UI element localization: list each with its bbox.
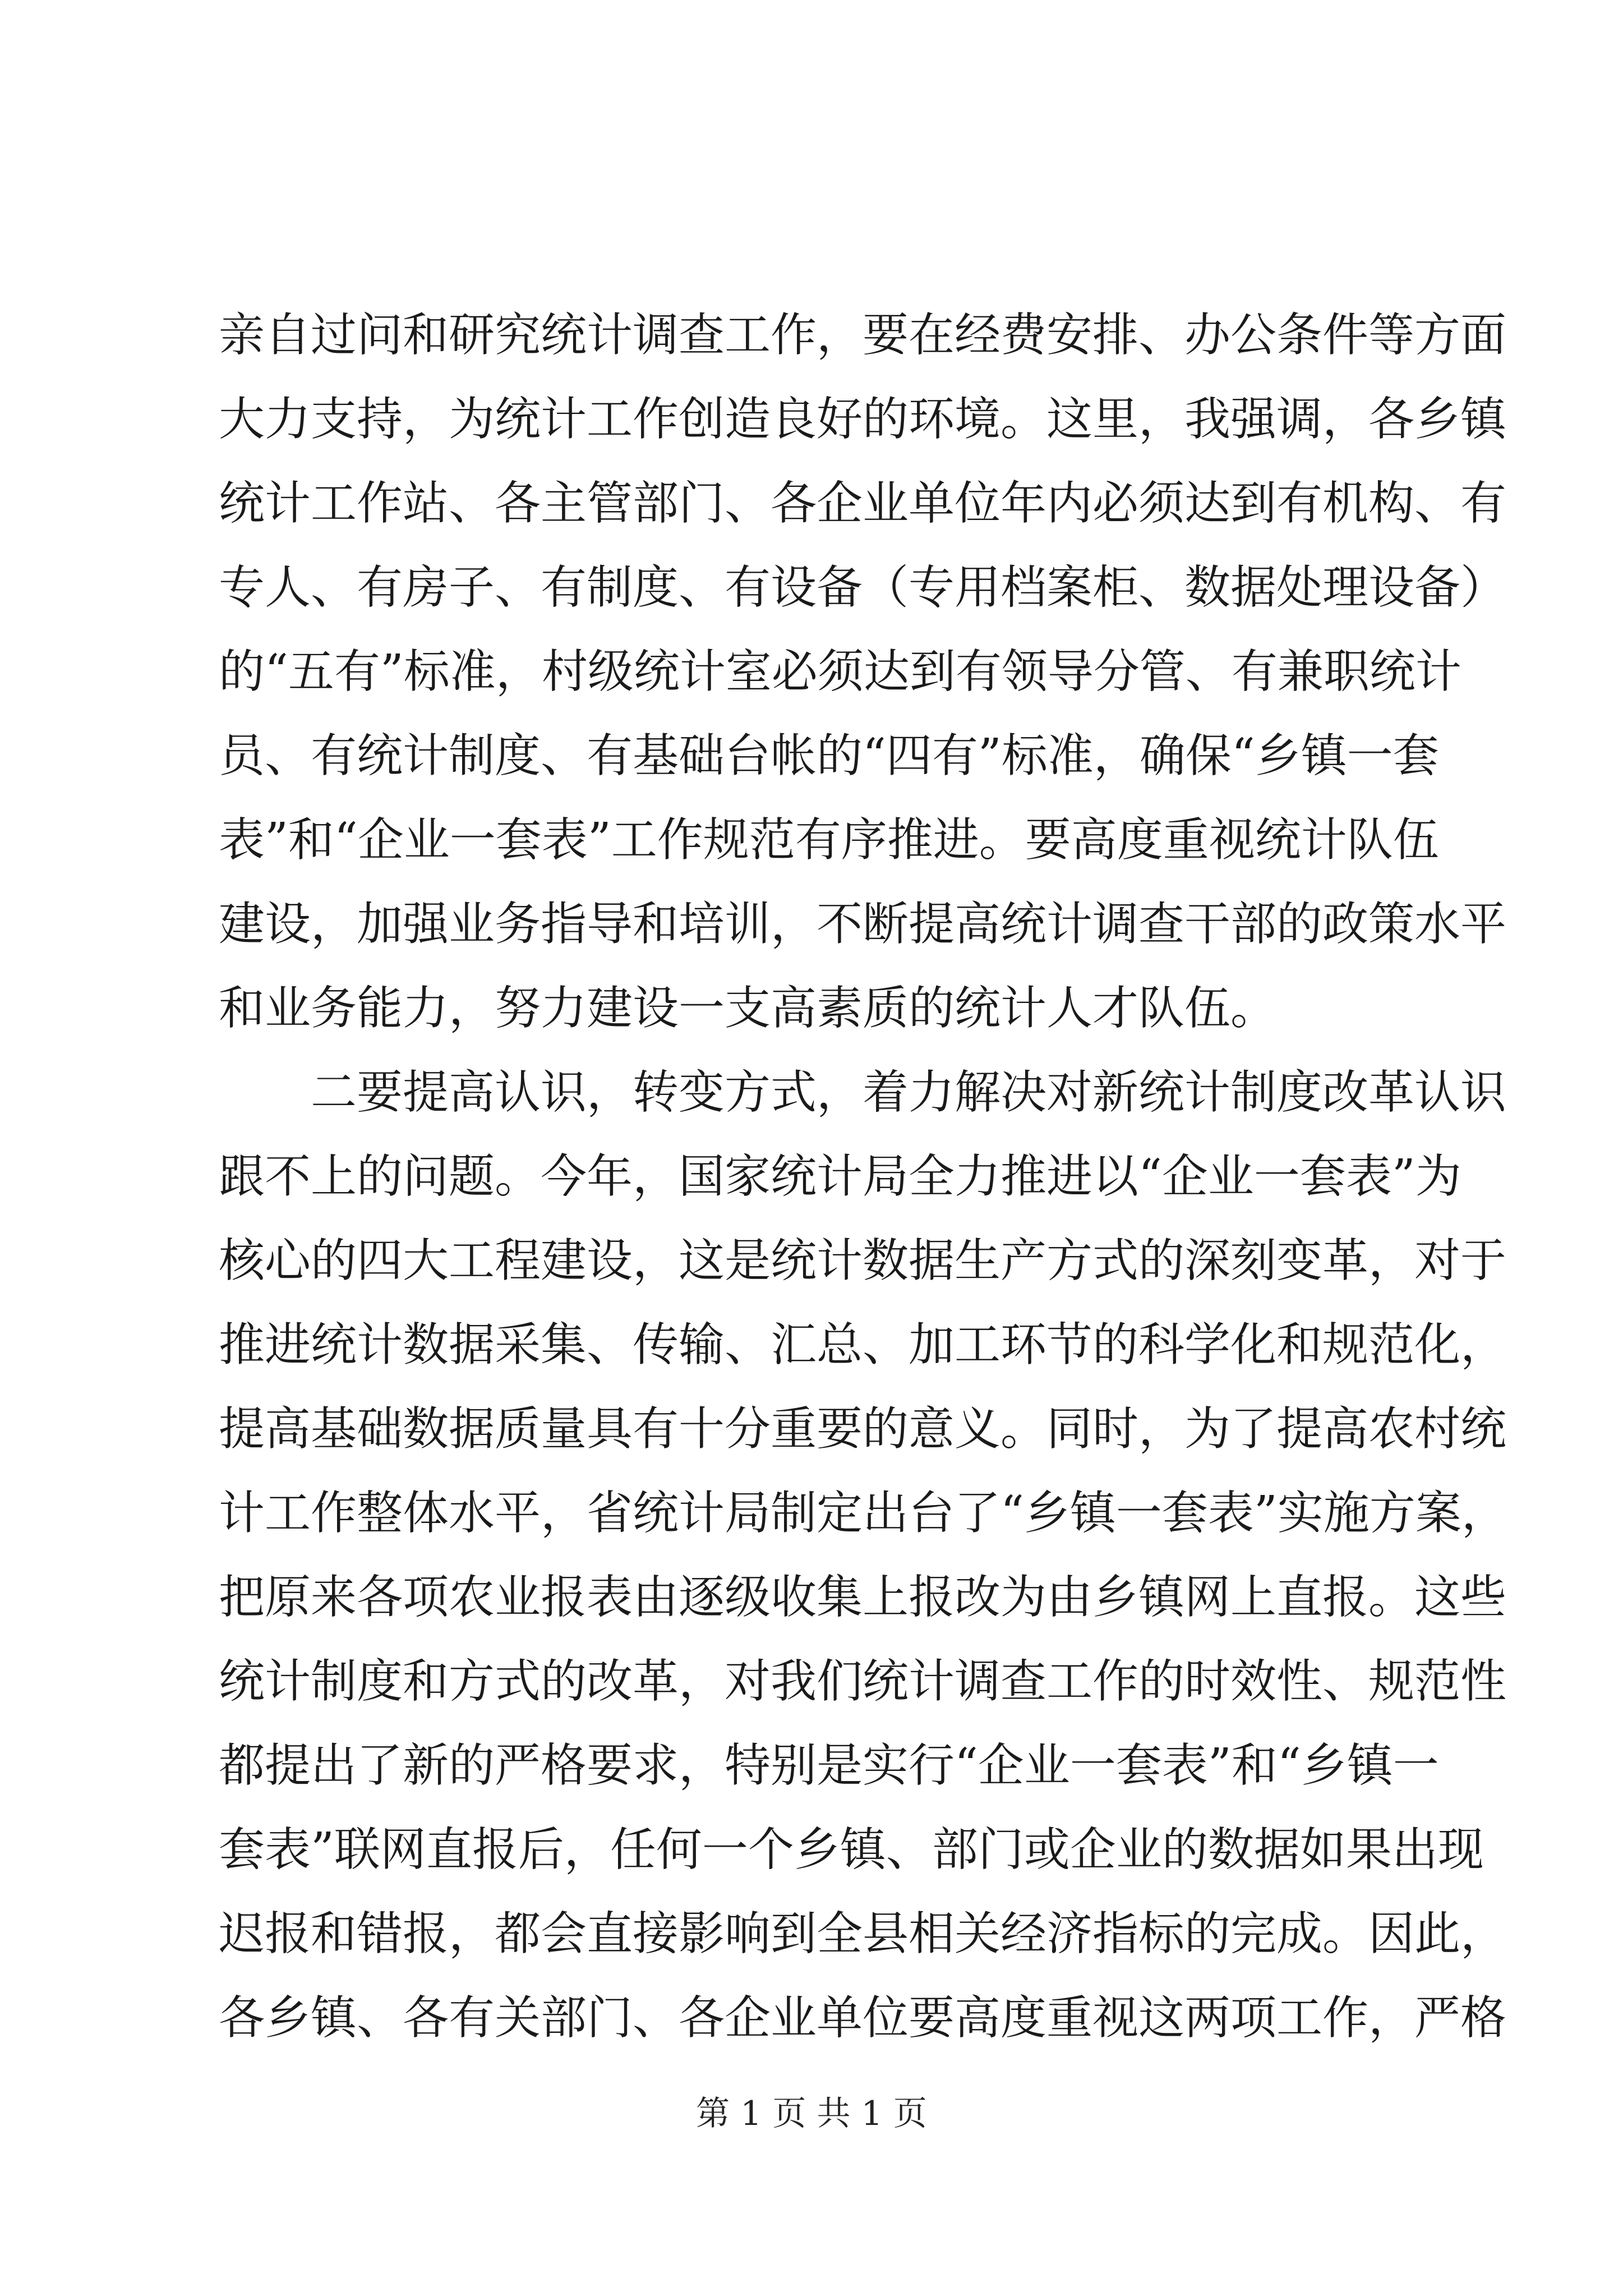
- text-line: 表”和“企业一套表”工作规范有序推进。要高度重视统计队伍: [219, 813, 1439, 867]
- text-line: 推进统计数据采集、传输、汇总、加工环节的科学化和规范化，: [219, 1318, 1507, 1372]
- text-line: 套表”联网直报后，任何一个乡镇、部门或企业的数据如果出现: [219, 1823, 1484, 1876]
- text-line: 员、有统计制度、有基础台帐的“四有”标准，确保“乡镇一套: [219, 729, 1439, 783]
- text-line: 都提出了新的严格要求，特别是实行“企业一套表”和“乡镇一: [219, 1739, 1439, 1792]
- text-line: 和业务能力，努力建设一支高素质的统计人才队伍。: [219, 982, 1277, 1035]
- text-line: 统计工作站、各主管部门、各企业单位年内必须达到有机构、有: [219, 477, 1507, 530]
- text-line: 专人、有房子、有制度、有设备（专用档案柜、数据处理设备）: [219, 561, 1507, 614]
- text-line: 把原来各项农业报表由逐级收集上报改为由乡镇网上直报。这些: [219, 1571, 1507, 1624]
- text-line: 大力支持，为统计工作创造良好的环境。这里，我强调，各乡镇: [219, 393, 1507, 446]
- text-line: 的“五有”标准，村级统计室必须达到有领导分管、有兼职统计: [219, 645, 1461, 698]
- text-line: 提高基础数据质量具有十分重要的意义。同时，为了提高农村统: [219, 1402, 1507, 1456]
- text-line: 统计制度和方式的改革，对我们统计调查工作的时效性、规范性: [219, 1655, 1507, 1708]
- text-line: 建设，加强业务指导和培训，不断提高统计调查干部的政策水平: [219, 898, 1507, 951]
- text-line: 亲自过问和研究统计调查工作，要在经费安排、办公条件等方面: [219, 309, 1507, 362]
- page-number-footer: 第 1 页 共 1 页: [696, 2094, 927, 2133]
- paragraph-first-line: 二要提高认识，转变方式，着力解决对新统计制度改革认识: [311, 1066, 1507, 1119]
- text-line: 各乡镇、各有关部门、各企业单位要高度重视这两项工作，严格: [219, 1991, 1507, 2045]
- text-line: 核心的四大工程建设，这是统计数据生产方式的深刻变革，对于: [219, 1234, 1507, 1287]
- text-line: 计工作整体水平，省统计局制定出台了“乡镇一套表”实施方案，: [219, 1487, 1507, 1540]
- text-line: 迟报和错报，都会直接影响到全县相关经济指标的完成。因此，: [219, 1907, 1507, 1961]
- text-line: 跟不上的问题。今年，国家统计局全力推进以“企业一套表”为: [219, 1150, 1461, 1203]
